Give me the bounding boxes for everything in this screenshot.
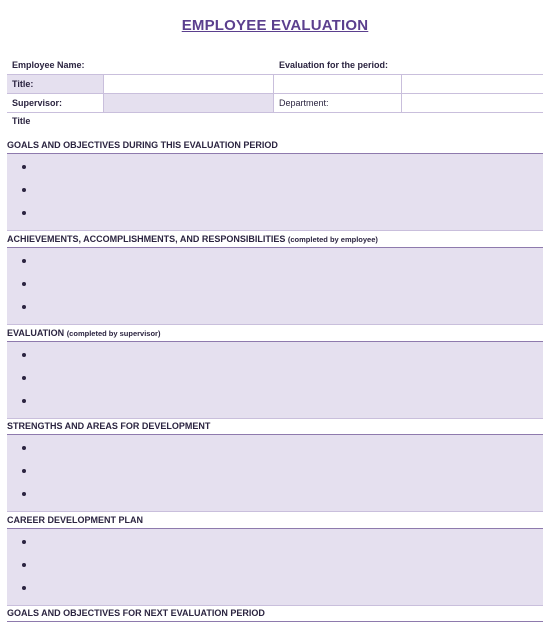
- section-evaluation: [7, 325, 543, 419]
- page-title: EMPLOYEE EVALUATION: [181, 17, 369, 34]
- supervisor-value-field[interactable]: [103, 94, 273, 112]
- section-heading: [7, 325, 543, 342]
- section-title: GOALS AND OBJECTIVES FOR NEXT EVALUATION PERIOD: [7, 608, 265, 618]
- section-strengths: [7, 418, 543, 512]
- section-heading: [7, 137, 543, 154]
- bullet-point: [22, 492, 26, 496]
- bullet-point: [22, 586, 26, 590]
- section-title: STRENGTHS AND AREAS FOR DEVELOPMENT: [7, 421, 211, 431]
- info-row-title: [7, 75, 543, 94]
- bullet-point: [22, 188, 26, 192]
- section-body[interactable]: [7, 529, 543, 606]
- section-heading: [7, 605, 543, 622]
- section-achievements: [7, 231, 543, 325]
- section-body[interactable]: [7, 154, 543, 231]
- employee-info-table: [7, 56, 543, 133]
- section-heading: [7, 512, 543, 529]
- supervisor-label: Supervisor:: [12, 98, 63, 108]
- bullet-point: [22, 563, 26, 567]
- section-career-plan: [7, 512, 543, 606]
- section-body[interactable]: [7, 435, 543, 512]
- bullet-point: [22, 399, 26, 403]
- section-goals-current: [7, 137, 543, 231]
- bullet-point: [22, 259, 26, 263]
- bullet-point: [22, 282, 26, 286]
- section-body[interactable]: [7, 342, 543, 419]
- bullet-point: [22, 540, 26, 544]
- section-heading: [7, 231, 543, 248]
- info-row-supervisor: [7, 94, 543, 113]
- bullet-point: [22, 376, 26, 380]
- section-note: (completed by employee): [287, 235, 378, 244]
- section-heading: [7, 418, 543, 435]
- evaluation-period-label: Evaluation for the period:: [279, 60, 389, 70]
- period-from-field[interactable]: [273, 75, 401, 93]
- section-title: CAREER DEVELOPMENT PLAN: [7, 515, 144, 525]
- section-goals-next: [7, 605, 543, 622]
- info-row-title2: [7, 113, 543, 133]
- title-secondary-label: Title: [12, 116, 31, 126]
- bullet-point: [22, 211, 26, 215]
- bullet-point: [22, 353, 26, 357]
- section-title: EVALUATION: [7, 328, 65, 338]
- section-body[interactable]: [7, 248, 543, 325]
- section-note: (completed by supervisor): [66, 329, 161, 338]
- employee-name-label: Employee Name:: [12, 60, 85, 70]
- department-label: Department:: [279, 98, 329, 108]
- department-value-field[interactable]: [401, 94, 543, 112]
- bullet-point: [22, 305, 26, 309]
- bullet-point: [22, 446, 26, 450]
- period-to-field[interactable]: [401, 75, 543, 93]
- title-value-field[interactable]: [103, 75, 273, 93]
- bullet-point: [22, 165, 26, 169]
- info-row-name: [7, 56, 543, 75]
- section-title: GOALS AND OBJECTIVES DURING THIS EVALUATION PERIOD: [7, 140, 278, 150]
- title-label: Title:: [12, 79, 34, 89]
- section-title: ACHIEVEMENTS, ACCOMPLISHMENTS, AND RESPONSIBILITIES: [7, 234, 286, 244]
- bullet-point: [22, 469, 26, 473]
